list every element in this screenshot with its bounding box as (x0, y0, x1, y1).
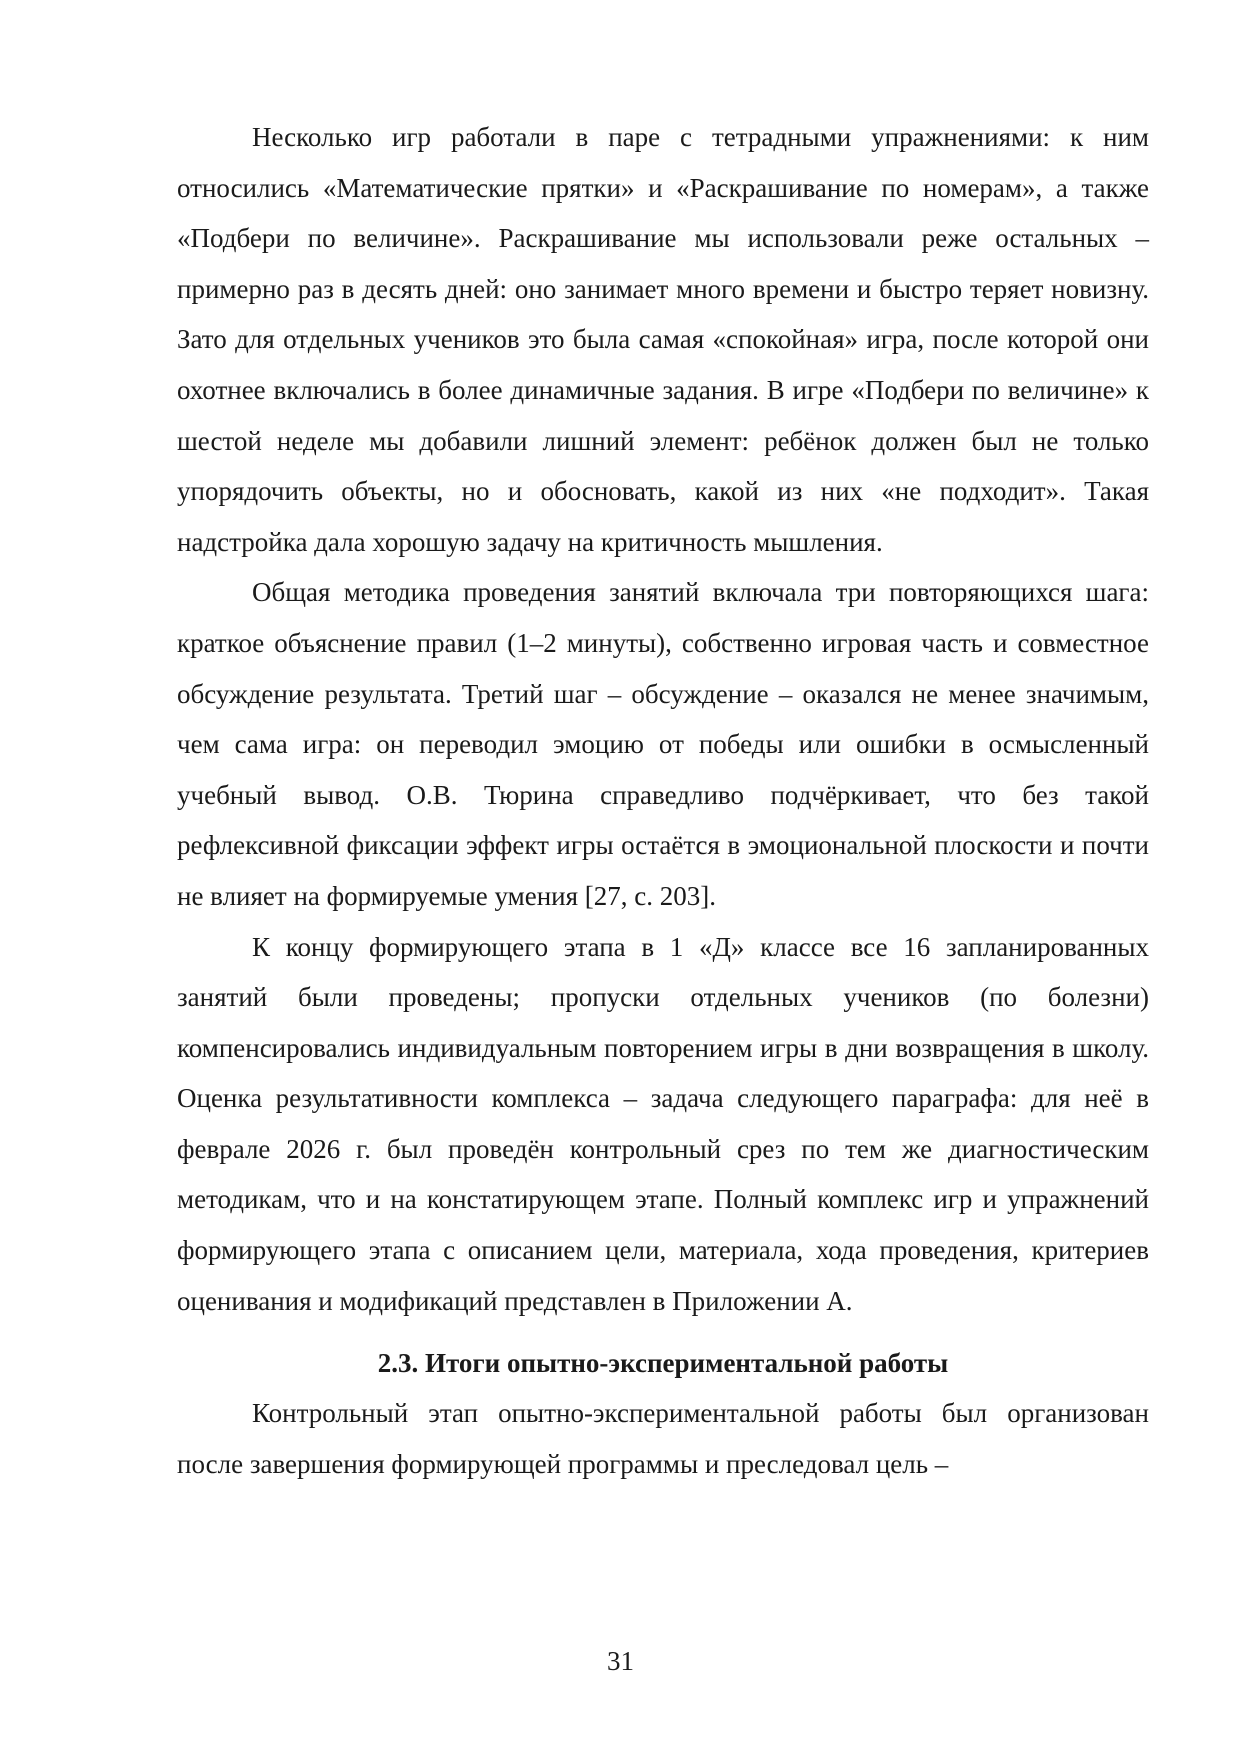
section-heading: 2.3. Итоги опытно-экспериментальной работы (377, 1348, 949, 1379)
page-number: 31 (607, 1646, 634, 1676)
paragraph-games-workbook: Несколько игр работали в паре с тетрадными упражнениями: к ним относились «Математические прятки» и «Раскрашивание по номерам», а также «Подбери по величине». Раскрашивание мы использовали реже остальных – примерно раз в десять дней: оно занимает много времени и быстро теряет новизну. Зато для отдельных учеников это была самая «спокойная» игра, после которой они охотнее включались в более динамичные задания. В игре «Подбери по величине» к шестой неделе мы добавили лишний элемент: ребёнок должен был не только упорядочить объекты, но и обосновать, какой из них «не подходит». Такая надстройка дала хорошую задачу на критичность мышления. (177, 122, 1149, 557)
paragraph-control-stage: Контрольный этап опытно-экспериментальной работы был организован после завершения формирующей программы и преследовал цель – (177, 1398, 1149, 1479)
body-text (177, 112, 1149, 1489)
paragraph-formative-stage-end: К концу формирующего этапа в 1 «Д» классе все 16 запланированных занятий были проведены; пропуски отдельных учеников (по болезни) компенсировались индивидуальным повторением игры в дни возвращения в школу. Оценка результативности комплекса – задача следующего параграфа: для неё в феврале 2026 г. был проведён контрольный срез по тем же диагностическим методикам, что и на констатирующем этапе. Полный комплекс игр и упражнений формирующего этапа с описанием цели, материала, хода проведения, критериев оценивания и модификаций представлен в Приложении А. (177, 931, 1149, 1316)
paragraph-methodology: Общая методика проведения занятий включала три повторяющихся шага: краткое объяснение правил (1–2 минуты), собственно игровая часть и совместное обсуждение результата. Третий шаг – обсуждение – оказался не менее значимым, чем сама игра: он переводил эмоцию от победы или ошибки в осмысленный учебный вывод. О.В. Тюрина справедливо подчёркивает, что без такой рефлексивной фиксации эффект игры остаётся в эмоциональной плоскости и почти не влияет на формируемые умения [27, с. 203]. (177, 577, 1149, 911)
